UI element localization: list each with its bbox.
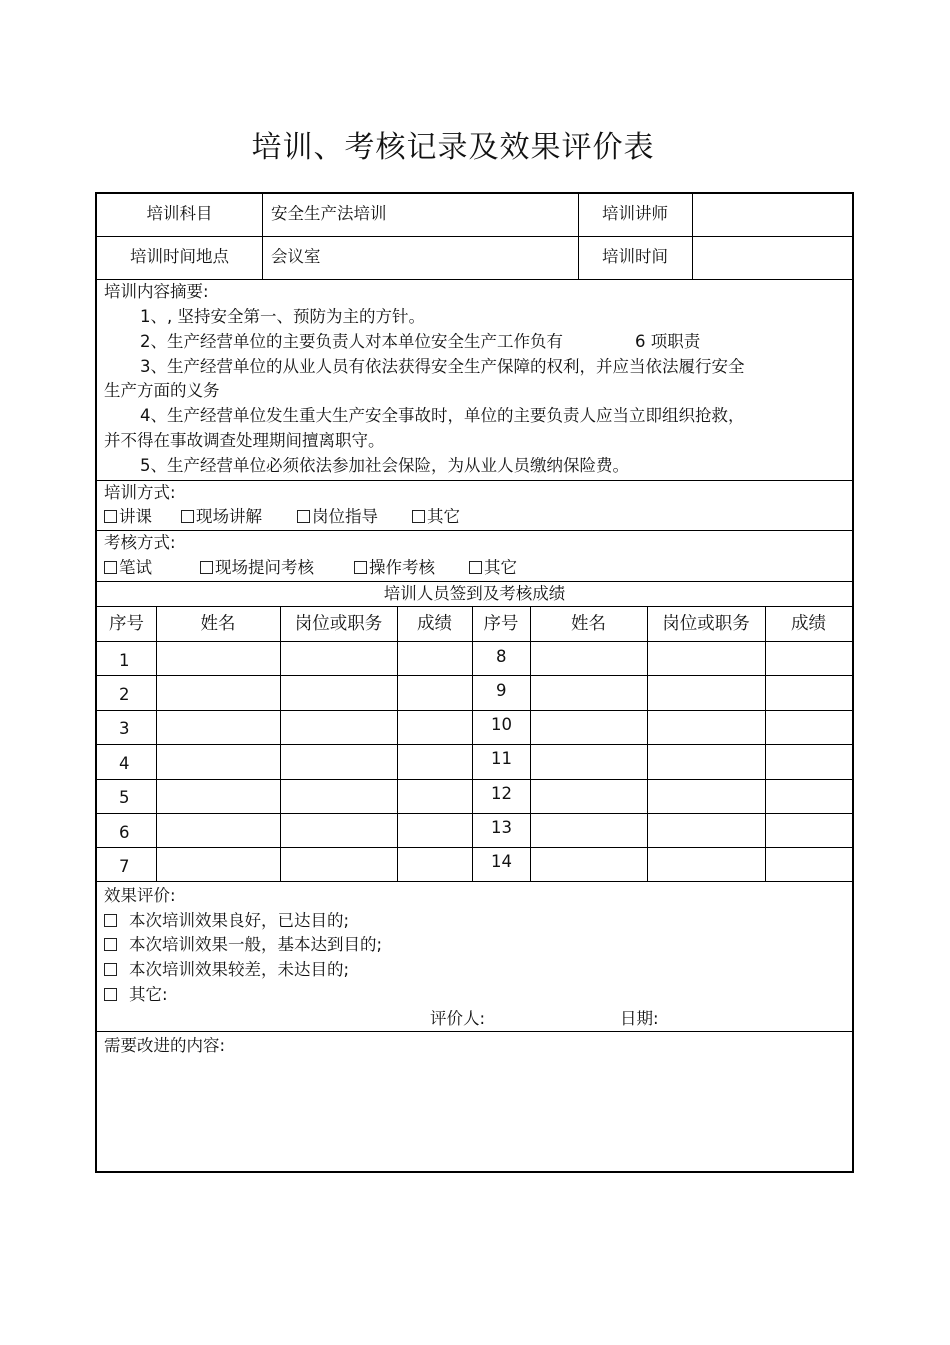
- assessment-method-option[interactable]: 现场提问考核: [200, 558, 314, 578]
- content-line: 3、生产经营单位的从业人员有依法获得安全生产保障的权利，并应当依法履行安全: [140, 357, 745, 376]
- checkbox-icon[interactable]: [104, 988, 117, 1001]
- training-method-option[interactable]: 其它: [412, 507, 460, 527]
- improvement-heading: 需要改进的内容:: [104, 1036, 226, 1055]
- signin-heading: 培训人员签到及考核成绩: [383, 584, 566, 603]
- row-number: 14: [491, 852, 512, 871]
- row-number: 9: [496, 681, 507, 700]
- checkbox-icon[interactable]: [412, 510, 425, 523]
- row-number: 6: [119, 823, 130, 842]
- col-divider: [647, 606, 648, 881]
- col-divider: [692, 194, 693, 279]
- row-number: 13: [491, 818, 512, 837]
- content-line: 5、生产经营单位必须依法参加社会保险，为从业人员缴纳保险费。: [140, 456, 629, 475]
- col-divider: [530, 606, 531, 881]
- training-method-option[interactable]: 岗位指导: [297, 507, 378, 527]
- checkbox-icon[interactable]: [297, 510, 310, 523]
- col-divider: [262, 194, 263, 279]
- time-label: 培训时间: [602, 247, 668, 266]
- row-number: 3: [119, 719, 130, 738]
- row-divider: [97, 236, 852, 237]
- checkbox-icon[interactable]: [104, 963, 117, 976]
- row-divider: [97, 581, 852, 582]
- row-divider: [97, 744, 852, 745]
- col-divider: [156, 606, 157, 881]
- col-header: 姓名: [200, 614, 236, 634]
- row-divider: [97, 710, 852, 711]
- checkbox-icon[interactable]: [181, 510, 194, 523]
- col-header: 成绩: [791, 614, 826, 634]
- row-number: 8: [496, 647, 507, 666]
- row-number: 12: [491, 784, 512, 803]
- place-value: 会议室: [271, 247, 321, 266]
- col-divider: [765, 606, 766, 881]
- evaluation-heading: 效果评价:: [104, 886, 176, 905]
- evaluation-option[interactable]: 本次培训效果良好，已达目的;: [104, 911, 349, 931]
- row-divider: [97, 813, 852, 814]
- checkbox-icon[interactable]: [354, 561, 367, 574]
- col-header: 序号: [483, 614, 519, 634]
- row-number: 11: [491, 749, 512, 768]
- col-header: 姓名: [571, 614, 606, 634]
- row-number: 1: [119, 651, 130, 670]
- assessment-method-option[interactable]: 笔试: [104, 558, 152, 578]
- assessment-method-heading: 考核方式:: [104, 533, 176, 552]
- row-divider: [97, 779, 852, 780]
- col-divider: [280, 606, 281, 881]
- evaluation-option[interactable]: 本次培训效果一般，基本达到目的;: [104, 935, 382, 955]
- row-divider: [97, 279, 852, 280]
- col-header: 成绩: [417, 614, 452, 634]
- checkbox-icon[interactable]: [104, 561, 117, 574]
- row-number: 4: [119, 754, 130, 773]
- content-line: 6 项职责: [635, 332, 701, 351]
- subject-label: 培训科目: [146, 204, 213, 223]
- checkbox-icon[interactable]: [104, 938, 117, 951]
- training-method-option[interactable]: 现场讲解: [181, 507, 262, 527]
- col-divider: [472, 606, 473, 881]
- row-divider: [97, 881, 852, 882]
- assessment-method-option[interactable]: 其它: [469, 558, 517, 578]
- place-label: 培训时间地点: [130, 247, 229, 266]
- col-header: 序号: [109, 614, 144, 634]
- row-number: 5: [119, 788, 130, 807]
- row-divider: [97, 847, 852, 848]
- row-divider: [97, 480, 852, 481]
- col-divider: [397, 606, 398, 881]
- content-line: 1、, 坚持安全第一、预防为主的方针。: [140, 307, 425, 326]
- form-table: [95, 192, 854, 1173]
- date-label: 日期:: [620, 1009, 659, 1028]
- training-method-option[interactable]: 讲课: [104, 507, 152, 527]
- checkbox-icon[interactable]: [200, 561, 213, 574]
- row-number: 7: [119, 857, 130, 876]
- row-divider: [97, 1031, 852, 1032]
- content-heading: 培训内容摘要:: [104, 282, 209, 301]
- checkbox-icon[interactable]: [104, 914, 117, 927]
- subject-value: 安全生产法培训: [271, 204, 387, 223]
- row-divider: [97, 675, 852, 676]
- lecturer-label: 培训讲师: [602, 204, 668, 223]
- row-number: 2: [119, 685, 130, 704]
- col-header: 岗位或职务: [662, 614, 750, 634]
- training-method-heading: 培训方式:: [104, 483, 176, 502]
- row-divider: [97, 641, 852, 642]
- evaluation-option[interactable]: 本次培训效果较差，未达目的;: [104, 960, 349, 980]
- content-line: 2、生产经营单位的主要负责人对本单位安全生产工作负有: [140, 332, 563, 351]
- row-divider: [97, 606, 852, 607]
- assessment-method-option[interactable]: 操作考核: [354, 558, 435, 578]
- page-title: 培训、考核记录及效果评价表: [251, 130, 655, 165]
- col-header: 岗位或职务: [294, 614, 383, 634]
- content-line: 并不得在事故调查处理期间擅离职守。: [104, 431, 385, 450]
- checkbox-icon[interactable]: [104, 510, 117, 523]
- row-number: 10: [491, 715, 512, 734]
- checkbox-icon[interactable]: [469, 561, 482, 574]
- content-line: 4、生产经营单位发生重大生产安全事故时，单位的主要负责人应当立即组织抢救，: [140, 406, 745, 425]
- content-line: 生产方面的义务: [104, 381, 220, 400]
- evaluator-label: 评价人:: [430, 1009, 486, 1028]
- row-divider: [97, 530, 852, 531]
- evaluation-option[interactable]: 其它:: [104, 985, 168, 1005]
